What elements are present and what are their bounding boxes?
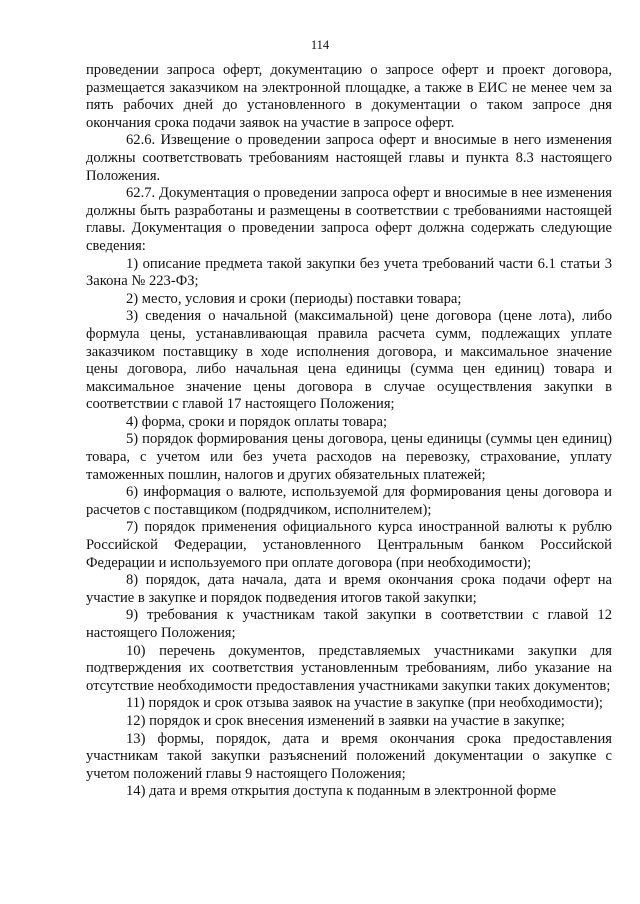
list-item: 1) описание предмета такой закупки без учета требований части 6.1 статьи 3 Закона № 223-ФЗ; [86,255,612,290]
list-item: 6) информация о валюте, используемой для формирования цены договора и расчетов с поставщиком (подрядчиком, исполнителем); [86,484,612,518]
paragraph: 62.7. Документация о проведении запроса оферт и вносимые в нее изменения должны быть разработаны и размещены в соответствии с требованиями настоящей главы. Документация о проведении запроса оферт должна содержать следующие сведения: [86,185,612,254]
list-item: 5) порядок формирования цены договора, цены единицы (суммы цен единиц) товара, с учетом или без учета расходов на перевозку, страхование, уплату таможенных пошлин, налогов и других обязательных платежей; [86,431,612,483]
paragraph: 62.6. Извещение о проведении запроса оферт и вносимые в него изменения должны соответствовать требованиям настоящей главы и пункта 8.3 настоящего Положения. [86,132,612,184]
list-item: 3) сведения о начальной (максимальной) цене договора (цене лота), либо формула цены, устанавливающая правила расчета сумм, подлежащих уплате заказчиком поставщику в ходе исполнения договора, и максимальное значение цены договора, либо начальная цена единицы (сумма цен единиц) товара и максимальное значение цены договора в случае осуществления закупки в соответствии с главой 17 настоящего Положения; [86,308,612,413]
list-item: 7) порядок применения официального курса иностранной валюты к рублю Российской Федерации, установленного Центральным банком Российской Федерации и используемого при оплате договора (при необходимости); [86,519,612,571]
list-item: 9) требования к участникам такой закупки в соответствии с главой 12 настоящего Положения; [86,607,612,641]
list-item: 4) форма, сроки и порядок оплаты товара; [126,413,388,430]
page-number: 114 [310,38,330,52]
list-item: 14) дата и время открытия доступа к поданным в электронной форме [126,783,557,800]
document-body [86,62,612,801]
list-item: 13) формы, порядок, дата и время окончания срока предоставления участникам такой закупки разъяснений положений документации о закупке с учетом положений главы 9 настоящего Положения; [86,730,612,782]
list-item: 2) место, условия и сроки (периоды) поставки товара; [126,290,462,307]
list-item: 10) перечень документов, представляемых участниками закупки для подтверждения их соответствия установленным требованиям, либо указание на отсутствие необходимости предоставления участниками закупки таких документов; [86,642,612,694]
paragraph: проведении запроса оферт, документацию о запросе оферт и проект договора, размещается заказчиком на электронной площадке, а также в ЕИС не менее чем за пять рабочих дней до установленного в документации о таком запросе дня окончания срока подачи заявок на участие в запросе оферт. [86,62,612,131]
list-item: 8) порядок, дата начала, дата и время окончания срока подачи оферт на участие в закупке и порядок подведения итогов такой закупки; [86,572,612,606]
list-item: 12) порядок и срок внесения изменений в заявки на участие в закупке; [126,712,565,729]
list-item: 11) порядок и срок отзыва заявок на участие в закупке (при необходимости); [126,695,603,712]
